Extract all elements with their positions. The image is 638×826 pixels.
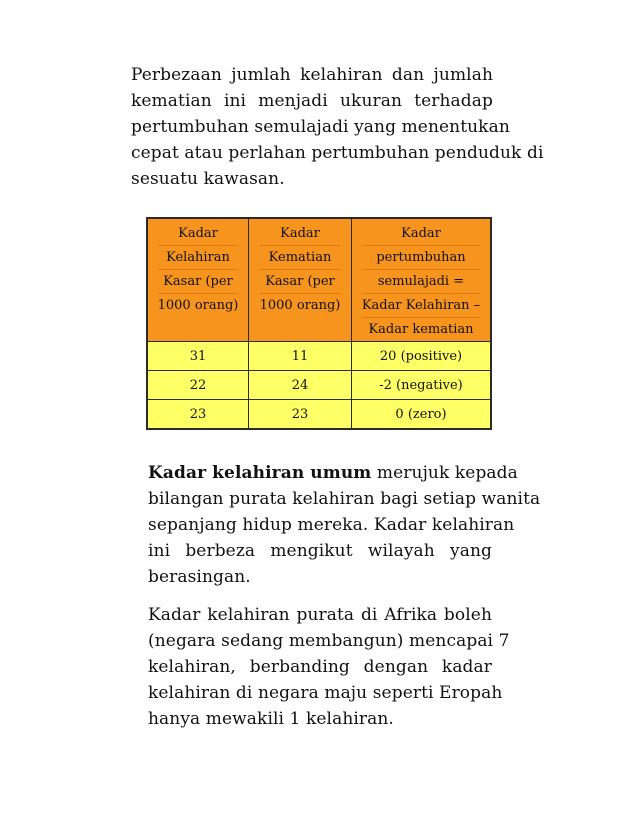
africa-paragraph — [148, 602, 510, 732]
paragraph-line: (negara sedang membangun) mencapai 7 — [148, 631, 510, 651]
paragraph-line: kelahiran di negara maju seperti Eropah — [148, 683, 503, 703]
table-cell: 23 — [249, 400, 352, 430]
paragraph-line: berasingan. — [148, 567, 251, 587]
table-cell: 23 — [147, 400, 249, 430]
table-row — [147, 342, 491, 371]
table-header-row — [147, 218, 491, 342]
header-birth-rate: Kadar Kelahiran Kasar (per 1000 orang) — [147, 218, 249, 342]
table-cell: -2 (negative) — [352, 371, 492, 400]
header-natural-growth: Kadar pertumbuhan semulajadi = Kadar Kelahiran – Kadar kematian — [352, 218, 492, 342]
paragraph-line: ini berbeza mengikut wilayah yang — [148, 541, 492, 561]
bold-term: Kadar kelahiran umum — [148, 463, 372, 483]
table-row — [147, 371, 491, 400]
growth-rate-table — [146, 217, 492, 430]
header-death-rate: Kadar Kematian Kasar (per 1000 orang) — [249, 218, 352, 342]
table-cell: 11 — [249, 342, 352, 371]
table-row — [147, 400, 491, 430]
birth-rate-paragraph — [148, 460, 541, 590]
intro-line: kematian ini menjadi ukuran terhadap — [131, 91, 493, 111]
intro-line: sesuatu kawasan. — [131, 169, 285, 189]
paragraph-line: hanya mewakili 1 kelahiran. — [148, 709, 394, 729]
table-cell: 0 (zero) — [352, 400, 492, 430]
intro-paragraph — [131, 62, 544, 192]
intro-line: Perbezaan jumlah kelahiran dan jumlah — [131, 65, 493, 85]
table-cell: 20 (positive) — [352, 342, 492, 371]
paragraph-line: Kadar kelahiran purata di Afrika boleh — [148, 605, 492, 625]
table-cell: 22 — [147, 371, 249, 400]
paragraph-line: kelahiran, berbanding dengan kadar — [148, 657, 492, 677]
paragraph-line: sepanjang hidup mereka. Kadar kelahiran — [148, 515, 515, 535]
paragraph-line: Kadar kelahiran umum merujuk kepada — [148, 463, 518, 483]
intro-line: pertumbuhan semulajadi yang menentukan — [131, 117, 510, 137]
table-cell: 24 — [249, 371, 352, 400]
table-cell: 31 — [147, 342, 249, 371]
paragraph-line: bilangan purata kelahiran bagi setiap wanita — [148, 489, 541, 509]
intro-line: cepat atau perlahan pertumbuhan penduduk di — [131, 143, 544, 163]
